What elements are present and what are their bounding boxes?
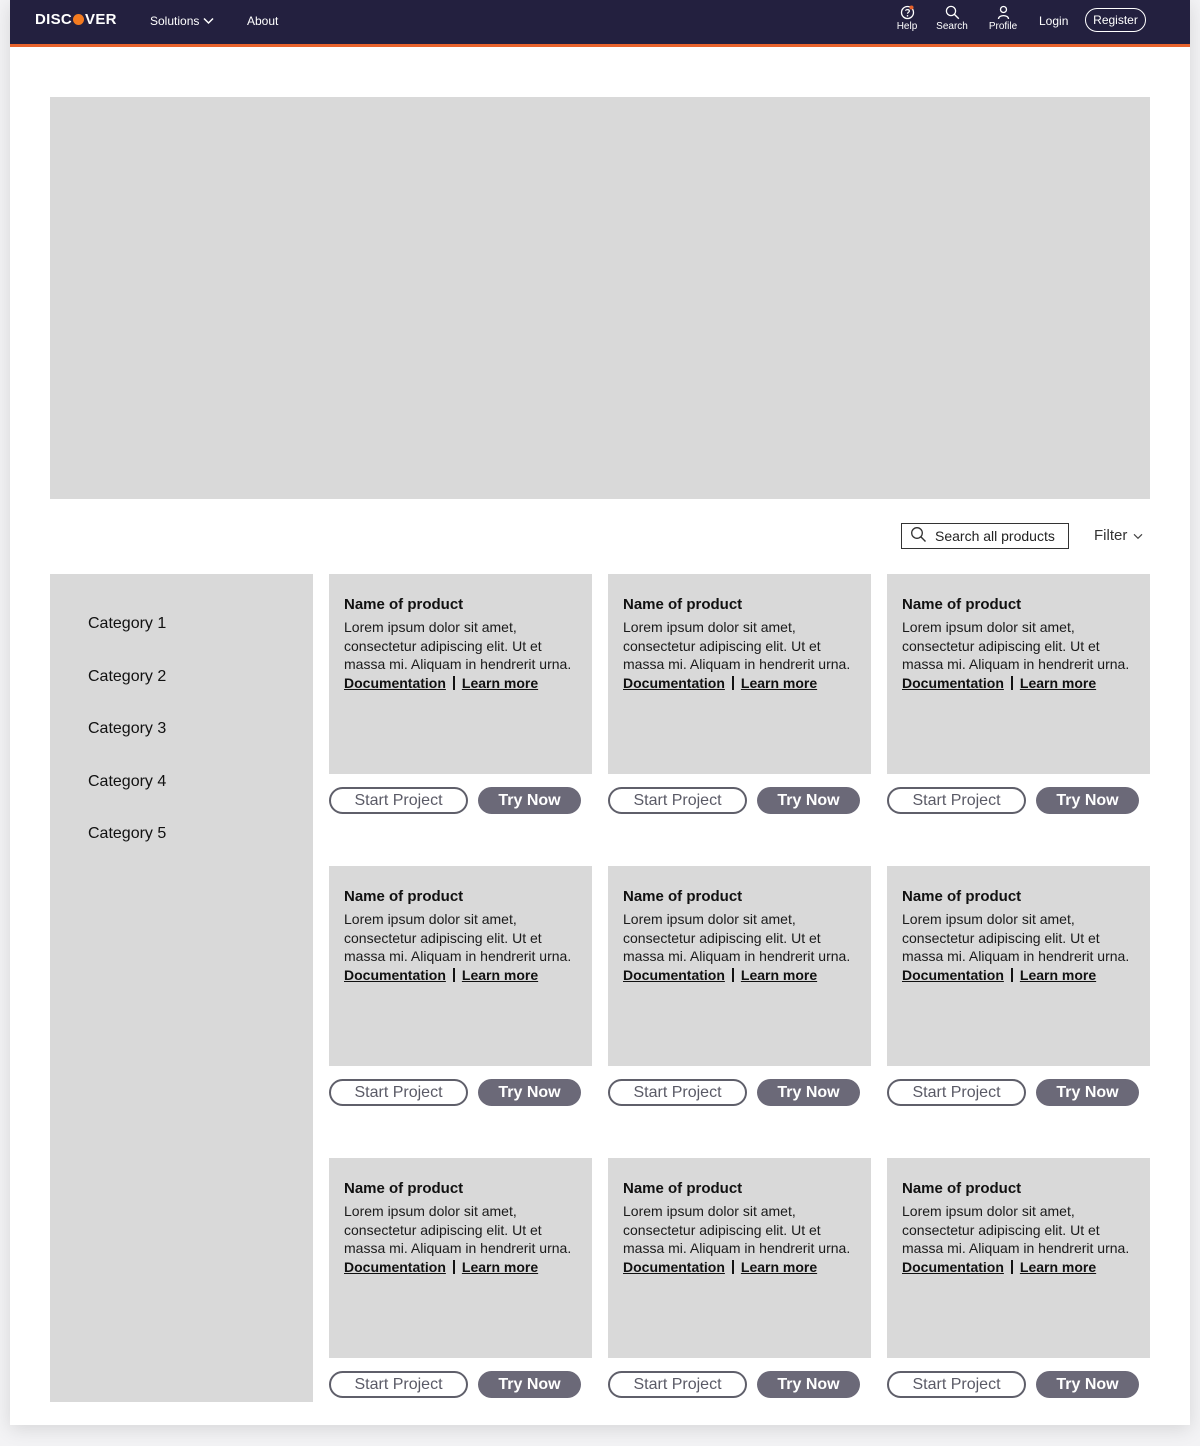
documentation-link[interactable]: Documentation <box>344 966 446 983</box>
product-name: Name of product <box>344 888 464 905</box>
product-links <box>623 966 856 984</box>
product-card <box>608 866 871 1066</box>
product-links <box>344 674 577 692</box>
link-separator <box>453 1260 455 1274</box>
logo-text-right: VER <box>85 11 117 28</box>
product-description: Lorem ipsum dolor sit amet, consectetur adipiscing elit. Ut et massa mi. Aliquam in hendrerit urna. <box>344 619 572 672</box>
learn-more-link[interactable]: Learn more <box>461 674 539 691</box>
documentation-link[interactable]: Documentation <box>344 1258 446 1275</box>
product-name: Name of product <box>623 596 743 613</box>
search-label: Search <box>936 21 968 32</box>
start-project-button[interactable]: Start Project <box>608 1371 747 1398</box>
start-project-button[interactable]: Start Project <box>329 787 468 814</box>
product-links <box>902 674 1135 692</box>
link-separator <box>1011 968 1013 982</box>
link-separator <box>732 1260 734 1274</box>
sidebar-item-category-2[interactable]: Category 2 <box>88 668 167 685</box>
product-name: Name of product <box>902 596 1022 613</box>
start-project-button[interactable]: Start Project <box>887 787 1026 814</box>
product-links <box>344 966 577 984</box>
product-search-input[interactable] <box>901 523 1069 549</box>
login-link[interactable]: Login <box>1039 14 1069 28</box>
product-links <box>902 1258 1135 1276</box>
logo-text-left: DISC <box>35 11 73 28</box>
category-sidebar <box>50 574 313 1402</box>
nav-about[interactable] <box>247 14 278 28</box>
product-description: Lorem ipsum dolor sit amet, consectetur adipiscing elit. Ut et massa mi. Aliquam in hendrerit urna. <box>623 1203 851 1256</box>
search-icon <box>945 5 960 21</box>
sidebar-item-category-1[interactable]: Category 1 <box>88 615 167 632</box>
start-project-button[interactable]: Start Project <box>887 1079 1026 1106</box>
profile-icon <box>996 5 1011 21</box>
documentation-link[interactable]: Documentation <box>902 966 1004 983</box>
product-name: Name of product <box>623 1180 743 1197</box>
product-description: Lorem ipsum dolor sit amet, consectetur adipiscing elit. Ut et massa mi. Aliquam in hendrerit urna. <box>623 911 851 964</box>
documentation-link[interactable]: Documentation <box>902 1258 1004 1275</box>
nav-solutions-label: Solutions <box>150 14 200 28</box>
learn-more-link[interactable]: Learn more <box>740 1258 818 1275</box>
link-separator <box>453 968 455 982</box>
header-search-button[interactable] <box>932 5 972 32</box>
profile-label: Profile <box>988 21 1018 32</box>
discover-logo[interactable] <box>35 11 117 28</box>
start-project-button[interactable]: Start Project <box>608 1079 747 1106</box>
register-button[interactable]: Register <box>1085 8 1146 32</box>
documentation-link[interactable]: Documentation <box>344 674 446 691</box>
product-links <box>623 674 856 692</box>
product-name: Name of product <box>902 888 1022 905</box>
product-description: Lorem ipsum dolor sit amet, consectetur adipiscing elit. Ut et massa mi. Aliquam in hendrerit urna. <box>902 911 1130 964</box>
product-links <box>902 966 1135 984</box>
link-separator <box>1011 1260 1013 1274</box>
help-label: Help <box>896 21 918 32</box>
product-card <box>887 1158 1150 1358</box>
search-icon <box>910 526 927 546</box>
help-icon <box>900 5 915 21</box>
documentation-link[interactable]: Documentation <box>623 1258 725 1275</box>
product-name: Name of product <box>623 888 743 905</box>
filter-label: Filter <box>1094 527 1128 544</box>
link-separator <box>732 676 734 690</box>
nav-about-label: About <box>247 14 279 28</box>
product-description: Lorem ipsum dolor sit amet, consectetur adipiscing elit. Ut et massa mi. Aliquam in hendrerit urna. <box>344 911 572 964</box>
product-card <box>329 574 592 774</box>
top-navigation-bar <box>10 0 1190 47</box>
logo-dot-icon <box>73 14 84 25</box>
link-separator <box>453 676 455 690</box>
start-project-button[interactable]: Start Project <box>608 787 747 814</box>
link-separator <box>732 968 734 982</box>
try-now-button[interactable]: Try Now <box>478 1371 581 1398</box>
product-links <box>344 1258 577 1276</box>
link-separator <box>1011 676 1013 690</box>
learn-more-link[interactable]: Learn more <box>461 1258 539 1275</box>
chevron-down-icon <box>203 17 214 25</box>
search-placeholder: Search all products <box>935 528 1055 544</box>
product-card <box>329 1158 592 1358</box>
product-card <box>608 574 871 774</box>
product-description: Lorem ipsum dolor sit amet, consectetur adipiscing elit. Ut et massa mi. Aliquam in hendrerit urna. <box>902 619 1130 672</box>
product-name: Name of product <box>344 596 464 613</box>
product-description: Lorem ipsum dolor sit amet, consectetur adipiscing elit. Ut et massa mi. Aliquam in hendrerit urna. <box>344 1203 572 1256</box>
chevron-down-icon <box>1133 527 1143 544</box>
try-now-button[interactable]: Try Now <box>478 1079 581 1106</box>
documentation-link[interactable]: Documentation <box>623 966 725 983</box>
try-now-button[interactable]: Try Now <box>757 787 860 814</box>
try-now-button[interactable]: Try Now <box>757 1371 860 1398</box>
sidebar-item-category-3[interactable]: Category 3 <box>88 720 167 737</box>
try-now-button[interactable]: Try Now <box>1036 1079 1139 1106</box>
product-name: Name of product <box>344 1180 464 1197</box>
product-card <box>887 574 1150 774</box>
product-links <box>623 1258 856 1276</box>
learn-more-link[interactable]: Learn more <box>1019 966 1097 983</box>
learn-more-link[interactable]: Learn more <box>740 674 818 691</box>
try-now-button[interactable]: Try Now <box>757 1079 860 1106</box>
documentation-link[interactable]: Documentation <box>623 674 725 691</box>
try-now-button[interactable]: Try Now <box>478 787 581 814</box>
nav-solutions[interactable] <box>150 14 214 28</box>
sidebar-item-category-5[interactable]: Category 5 <box>88 825 167 842</box>
learn-more-link[interactable]: Learn more <box>461 966 539 983</box>
page-frame <box>10 0 1190 1425</box>
start-project-button[interactable]: Start Project <box>887 1371 1026 1398</box>
product-card <box>329 866 592 1066</box>
product-card <box>887 866 1150 1066</box>
learn-more-link[interactable]: Learn more <box>740 966 818 983</box>
start-project-button[interactable]: Start Project <box>329 1371 468 1398</box>
hero-banner-placeholder <box>50 97 1150 499</box>
profile-button[interactable] <box>985 5 1021 32</box>
learn-more-link[interactable]: Learn more <box>1019 674 1097 691</box>
help-button[interactable] <box>892 5 922 32</box>
sidebar-item-category-4[interactable]: Category 4 <box>88 773 167 790</box>
learn-more-link[interactable]: Learn more <box>1019 1258 1097 1275</box>
product-card <box>608 1158 871 1358</box>
filter-dropdown[interactable] <box>1094 527 1143 544</box>
product-name: Name of product <box>902 1180 1022 1197</box>
documentation-link[interactable]: Documentation <box>902 674 1004 691</box>
start-project-button[interactable]: Start Project <box>329 1079 468 1106</box>
try-now-button[interactable]: Try Now <box>1036 787 1139 814</box>
product-description: Lorem ipsum dolor sit amet, consectetur adipiscing elit. Ut et massa mi. Aliquam in hendrerit urna. <box>623 619 851 672</box>
try-now-button[interactable]: Try Now <box>1036 1371 1139 1398</box>
product-description: Lorem ipsum dolor sit amet, consectetur adipiscing elit. Ut et massa mi. Aliquam in hendrerit urna. <box>902 1203 1130 1256</box>
